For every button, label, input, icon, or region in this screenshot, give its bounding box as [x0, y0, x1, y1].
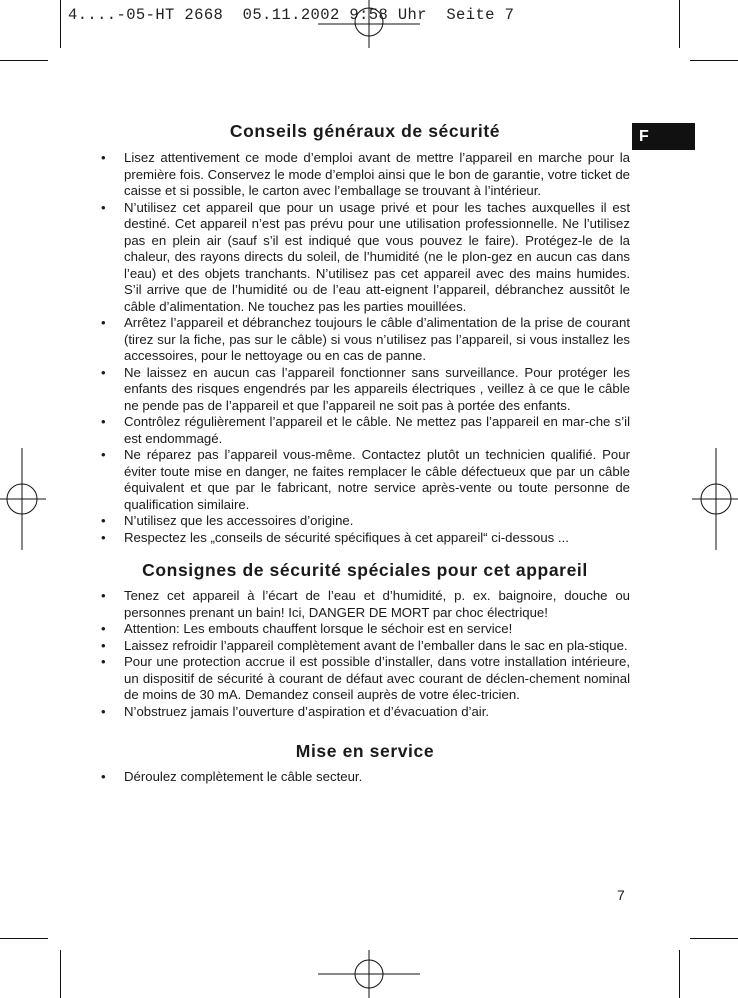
bullet-icon: •	[101, 414, 106, 429]
list-item: • N’utilisez cet appareil que pour un usage privé et pour les taches auxquelles il est destiné. Cet appareil n’est pas prévu pour une utilisation professionnelle. Ne l’utilisez pas en plein air (sauf s’il est indiqué que vous pouvez le faire). Protégez-le de la chaleur, des rayons directs du soleil, de l’humidité (ne le plon-gez en aucun cas dans l’eau) et des objets tranchants. N’utilisez pas cet appareil avec des mains humides. S’il arrive que de l’humidité ou de l’eau att-eignent l’appareil, débranchez aussitôt le câble d’alimentation. Ne touchez pas les parties mouillées.	[101, 199, 630, 314]
bullet-icon: •	[101, 199, 106, 215]
section-title-general-safety: Conseils généraux de sécurité	[229, 121, 501, 141]
list-item: • Laissez refroidir l’appareil complètement avant de l’emballer dans le sac en pla-stique.	[101, 637, 628, 653]
setup-list	[100, 769, 630, 786]
list-item: • Tenez cet appareil à l’écart de l’eau et d’humidité, p. ex. baignoire, douche ou personnes prenant un bain! Ici, DANGER DE MORT par choc électrique!	[101, 588, 630, 620]
crop-mark-top-left-v	[60, 0, 61, 48]
bullet-icon: •	[101, 769, 106, 784]
section-title-setup: Mise en service	[295, 741, 435, 761]
section-title-special-safety: Consignes de sécurité spéciales pour cet appareil	[142, 560, 588, 580]
list-item: • Déroulez complètement le câble secteur.	[101, 769, 363, 784]
crop-mark-bottom-right-v	[679, 950, 680, 998]
list-item: • Ne laissez en aucun cas l’appareil fonctionner sans surveillance. Pour protéger les enfants des risques engendrés par les appareils électriques , veillez à ce que le câble ne pende pas de l’appareil et que l’appareil ne soit pas à portée des enfants.	[101, 364, 630, 413]
registration-mark-top-icon	[318, 0, 420, 48]
list-item: • Attention: Les embouts chauffent lorsque le séchoir est en service!	[101, 621, 513, 636]
bullet-icon: •	[101, 513, 106, 528]
special-safety-list	[100, 588, 630, 720]
crop-mark-bottom-left-h	[0, 938, 48, 939]
bullet-icon: •	[101, 529, 106, 545]
main-content	[100, 118, 630, 786]
registration-mark-bottom-icon	[318, 950, 420, 998]
crop-mark-bottom-left-v	[60, 950, 61, 998]
bullet-icon: •	[101, 150, 106, 165]
registration-mark-right-icon	[692, 448, 738, 550]
crop-mark-bottom-right-h	[690, 938, 738, 939]
list-item: • Contrôlez régulièrement l’appareil et le câble. Ne mettez pas l’appareil en mar-che s’il est endommagé.	[101, 414, 630, 446]
bullet-icon: •	[101, 654, 106, 669]
page-number: 7	[617, 887, 625, 903]
crop-mark-top-right-v	[679, 0, 680, 48]
bullet-icon: •	[101, 621, 106, 636]
list-item: • Arrêtez l’appareil et débranchez toujours le câble d’alimentation de la prise de courant (tirez sur la fiche, pas sur le câble) si vous n’utilisez pas l’appareil, si vous installez les accessoires, pour le nettoyage ou en cas de panne.	[101, 315, 630, 363]
bullet-icon: •	[101, 315, 106, 330]
list-item: • N’obstruez jamais l’ouverture d’aspiration et d’évacuation d’air.	[101, 703, 490, 719]
list-item: • N’utilisez que les accessoires d’origine.	[101, 513, 354, 528]
general-safety-list	[100, 150, 630, 546]
list-item: • Lisez attentivement ce mode d’emploi avant de mettre l’appareil en marche pour la première fois. Conservez le mode d’emploi ainsi que le bon de garantie, votre ticket de caisse et si possible, le carton avec l’emballage se trouvant à l’intérieur.	[101, 150, 630, 198]
bullet-icon: •	[101, 637, 106, 653]
print-header: 4....-05-HT 2668 05.11.2002 9:58 Uhr Seite 7	[68, 6, 515, 24]
registration-mark-left-icon	[0, 448, 46, 550]
list-item: • Ne réparez pas l’appareil vous-même. Contactez plutôt un technicien qualifié. Pour éviter toute mise en danger, ne faites remplacer le câble défectueux que par un câble équivalent et que par le fabricant, notre service après-vente ou toute personne de qualification similaire.	[101, 447, 630, 512]
bullet-icon: •	[101, 447, 106, 462]
crop-mark-top-right-h	[690, 60, 738, 61]
bullet-icon: •	[101, 364, 106, 380]
bullet-icon: •	[101, 703, 106, 719]
bullet-icon: •	[101, 588, 106, 603]
language-tab: F	[632, 123, 695, 150]
list-item: • Respectez les „conseils de sécurité spécifiques à cet appareil“ ci-dessous ...	[101, 529, 569, 545]
crop-mark-top-left-h	[0, 60, 48, 61]
list-item: • Pour une protection accrue il est possible d’installer, dans votre installation intérieure, un dispositif de sécurité à courant de défaut avec courant de déclen-chement nominal de moins de 30 mA. Demandez conseil auprès de votre élec-tricien.	[101, 654, 630, 702]
